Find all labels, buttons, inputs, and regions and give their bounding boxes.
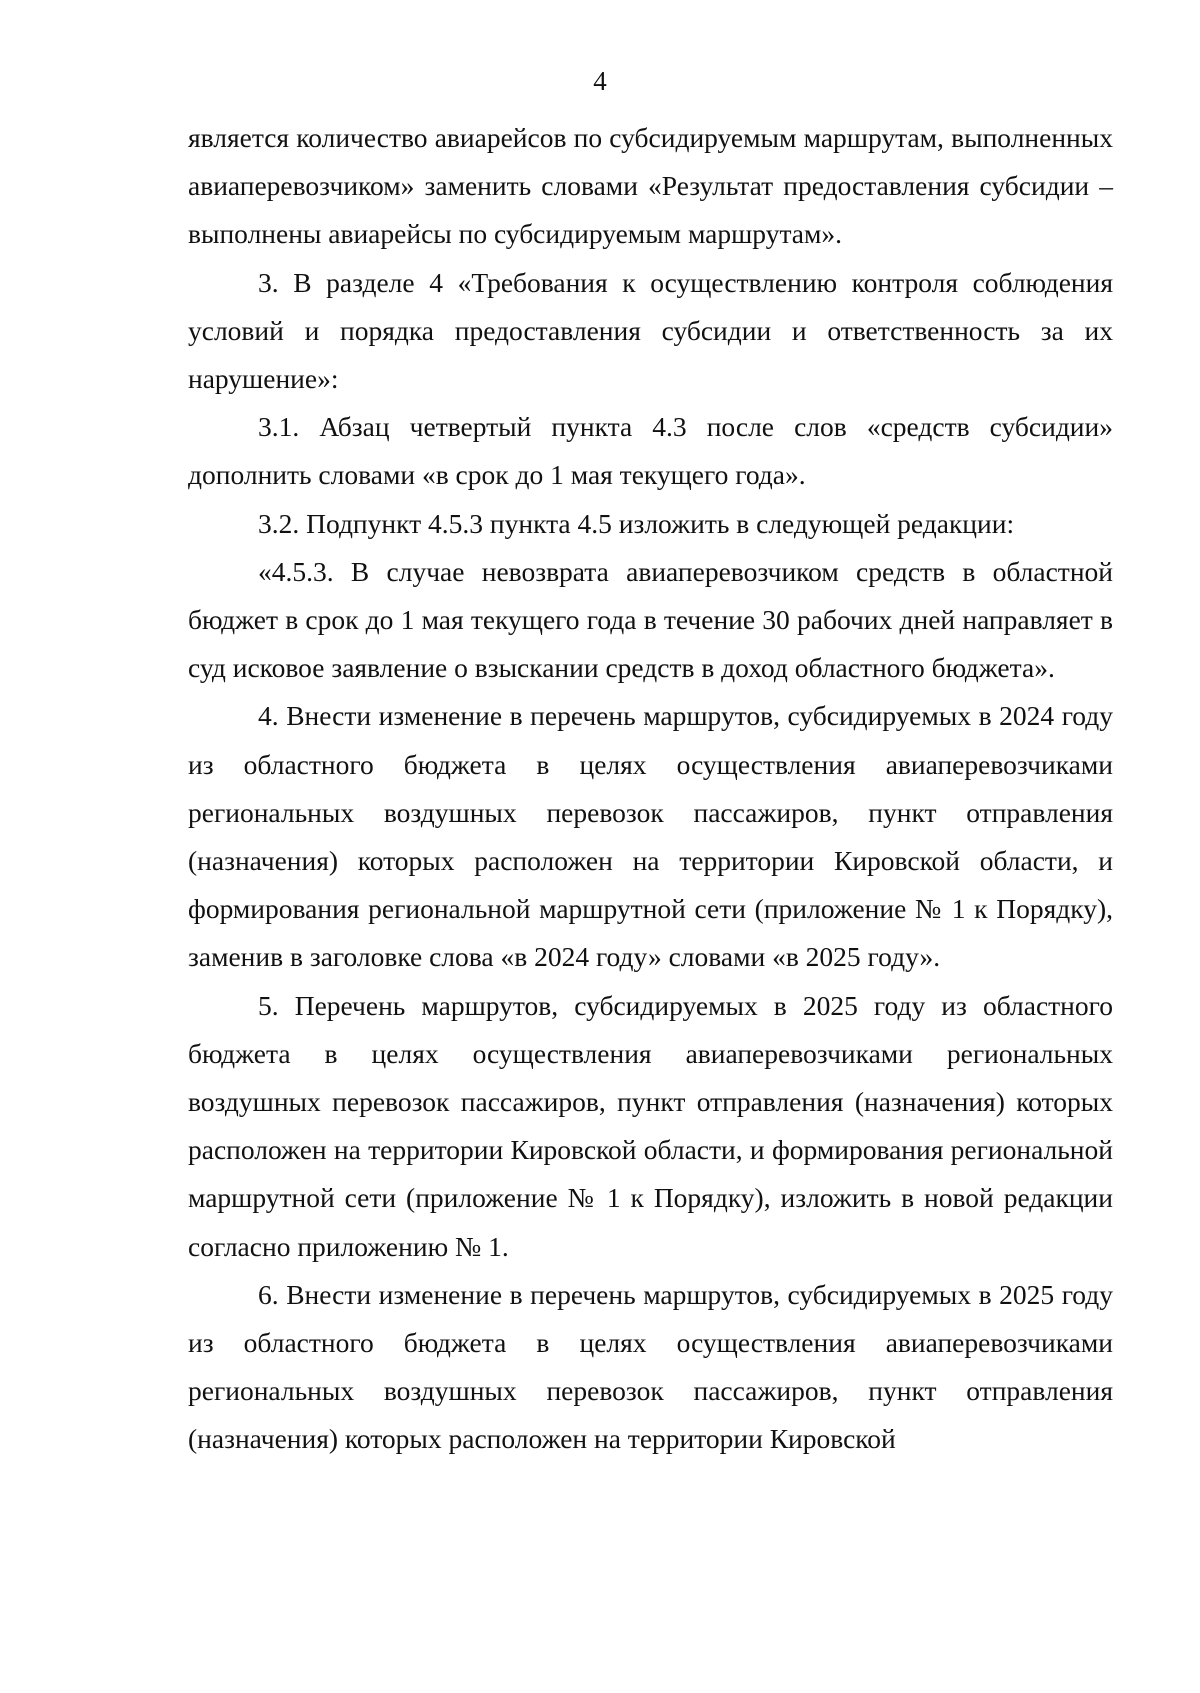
paragraph-4-5-3-quote: «4.5.3. В случае невозврата авиаперевозчиком средств в областной бюджет в срок до 1 мая текущего года в течение 30 рабочих дней направляет в суд исковое заявление о взыскании средств в доход областного бюджета». xyxy=(188,555,1113,684)
paragraph-3-1: 3.1. Абзац четвертый пункта 4.3 после слов «средств субсидии» дополнить словами «в срок до 1 мая текущего года». xyxy=(188,411,1113,491)
paragraph-5: 5. Перечень маршрутов, субсидируемых в 2025 году из областного бюджета в целях осуществления авиаперевозчиками региональных воздушных перевозок пассажиров, пункт отправления (назначения) которых расположен на территории Кировской области, и формирования региональной маршрутной сети (приложение № 1 к Порядку), изложить в новой редакции согласно приложению № 1. xyxy=(188,989,1113,1262)
paragraph-section-3: 3. В разделе 4 «Требования к осуществлению контроля соблюдения условий и порядка предоставления субсидии и ответственность за их нарушение»: xyxy=(188,266,1113,395)
paragraph-6: 6. Внести изменение в перечень маршрутов, субсидируемых в 2025 году из областного бюджета в целях осуществления авиаперевозчиками региональных воздушных перевозок пассажиров, пункт отправления (назначения) которых расположен на территории Кировской xyxy=(188,1278,1113,1455)
paragraph-4: 4. Внести изменение в перечень маршрутов, субсидируемых в 2024 году из областного бюджета в целях осуществления авиаперевозчиками региональных воздушных перевозок пассажиров, пункт отправления (назначения) которых расположен на территории Кировской области, и формирования региональной маршрутной сети (приложение № 1 к Порядку), заменив в заголовке слова «в 2024 году» словами «в 2025 году». xyxy=(188,700,1113,973)
paragraph-continuation: является количество авиарейсов по субсидируемым маршрутам, выполненных авиаперевозчиком» заменить словами «Результат предоставления субсидии – выполнены авиарейсы по субсидируемым маршрутам». xyxy=(188,122,1113,250)
paragraph-3-2: 3.2. Подпункт 4.5.3 пункта 4.5 изложить в следующей редакции: xyxy=(258,507,1015,539)
page-number: 4 xyxy=(593,66,607,96)
document-body xyxy=(188,114,1113,1464)
